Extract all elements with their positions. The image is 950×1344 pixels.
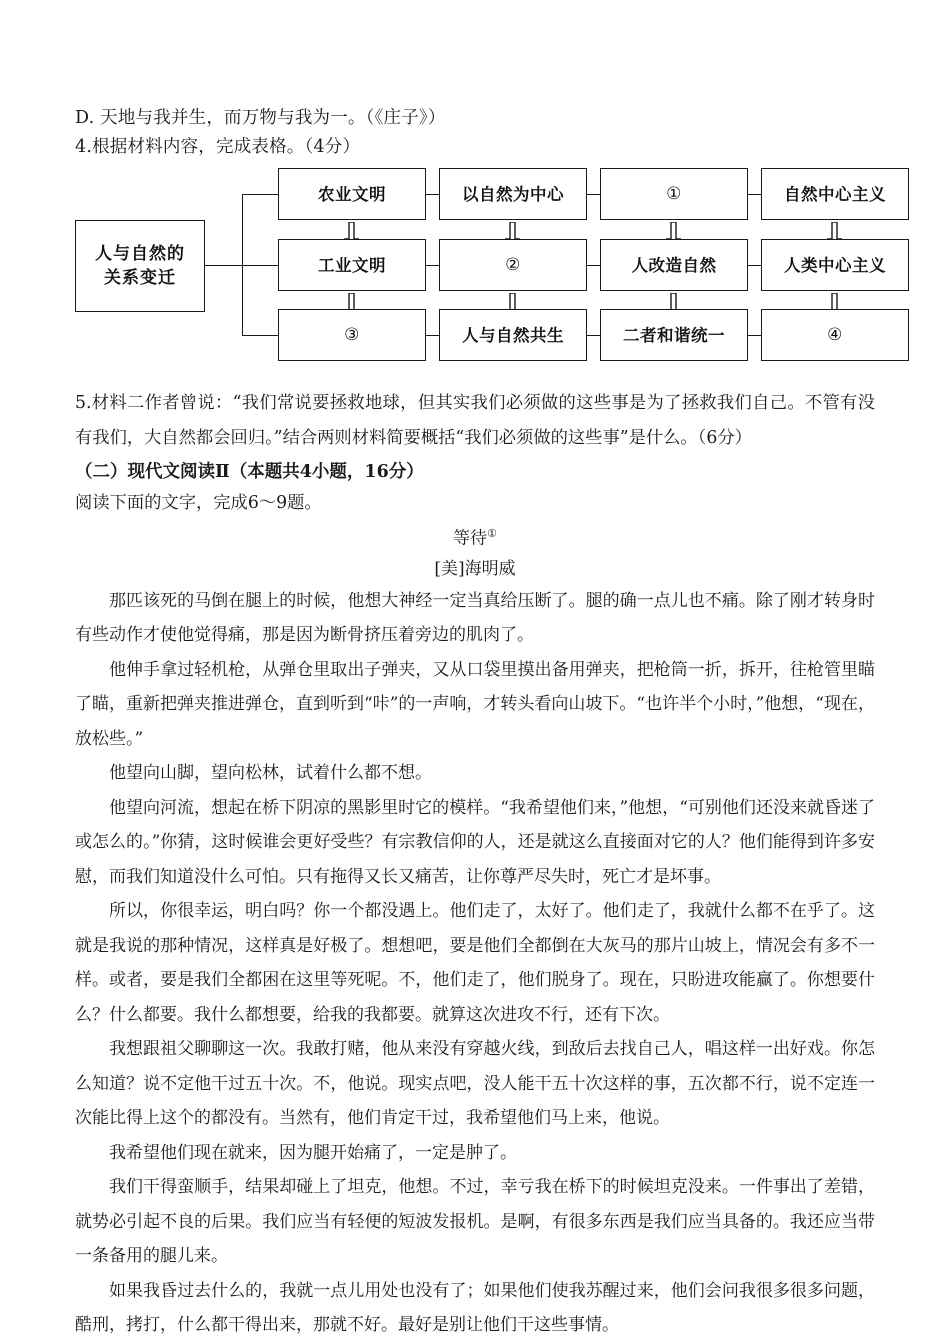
section-instruction: 阅读下面的文字，完成6～9题。: [75, 493, 322, 513]
connector-r3c1-c2: [426, 335, 439, 336]
passage-paragraph: 他望向河流，想起在桥下阴凉的黑影里时它的模样。“我希望他们来，”他想，“可别他们还没来就昏迷了或怎么的。”你猜，这时候谁会更好受些？有宗教信仰的人，还是就这么直接面对它的人？他们能得到许多安慰，而我们知道没什么可怕。只有拖得又长又痛苦，让你尊严尽失时，死亡才是坏事。: [75, 797, 875, 887]
question-4-prompt: 4.根据材料内容，完成表格。（4分）: [75, 137, 361, 157]
passage-paragraph: 我们干得蛮顺手，结果却碰上了坦克，他想。不过，幸亏我在桥下的时候坦克没来。一件事出了差错，就势必引起不良的后果。我们应当有轻便的短波发报机。是啊，有很多东西是我们应当具备的。我还应当带一条备用的腿儿来。: [75, 1177, 875, 1267]
branch-line-row1: [242, 194, 278, 195]
connector-r2c3-c4: [748, 265, 761, 266]
passage-author: [美]海明威: [434, 558, 516, 579]
section-heading: （二）现代文阅读Ⅱ（本题共4小题，16分）: [75, 462, 424, 482]
diagram-box-r2c1: 工业文明: [278, 239, 426, 291]
diagram-box-r1c2: 以自然为中心: [439, 168, 587, 220]
connector-r1c3-c4: [748, 194, 761, 195]
diagram-box-r3c1: ③: [278, 309, 426, 361]
diagram-box-r2c4: 人类中心主义: [761, 239, 909, 291]
passage-title: [75, 519, 875, 554]
connector-r3c2-c3: [587, 335, 600, 336]
connector-r3c3-c4: [748, 335, 761, 336]
passage-paragraph: 所以，你很幸运，明白吗？你一个都没遇上。他们走了，太好了。他们走了，我就什么都不在乎了。这就是我说的那种情况，这样真是好极了。想想吧，要是他们全都倒在大灰马的那片山坡上，情况会有多不一样。或者，要是我们全都困在这里等死呢。不，他们走了，他们脱身了。现在，只盼进攻能赢了。你想要什么？什么都要。我什么都想要，给我的我都要。就算这次进攻不行，还有下次。: [75, 901, 875, 1025]
diagram-root-line2: 关系变迁: [104, 268, 176, 288]
branch-line-row2: [242, 265, 278, 266]
page-content: [75, 104, 886, 1343]
footnote-marker: ①: [487, 527, 497, 540]
diagram-box-r3c4: ④: [761, 309, 909, 361]
diagram-root-box: [75, 220, 205, 312]
passage-title-text: 等待: [453, 528, 488, 549]
diagram-box-r3c3: 二者和谐统一: [600, 309, 748, 361]
branch-line-row3: [242, 335, 278, 336]
diagram-box-r2c2: ②: [439, 239, 587, 291]
passage-paragraph: 那匹该死的马倒在腿上的时候，他想大神经一定当真给压断了。腿的确一点儿也不痛。除了刚才转身时有些动作才使他觉得痛，那是因为断骨挤压着旁边的肌肉了。: [75, 590, 875, 646]
diagram-root-line1: 人与自然的: [95, 244, 185, 264]
connector-r2c2-c3: [587, 265, 600, 266]
connector-r1c1-c2: [426, 194, 439, 195]
passage-paragraph: 他望向山脚，望向松林，试着什么都不想。: [109, 763, 432, 784]
connector-r1c2-c3: [587, 194, 600, 195]
connector-r2c1-c2: [426, 265, 439, 266]
relationship-flow-diagram: [75, 168, 886, 364]
diagram-box-r3c2: 人与自然共生: [439, 309, 587, 361]
diagram-box-r2c3: 人改造自然: [600, 239, 748, 291]
passage-paragraph: 我想跟祖父聊聊这一次。我敢打赌，他从来没有穿越火线，到敌后去找自己人，唱这样一出好戏。你怎么知道？说不定他干过五十次。不，他说。现实点吧，没人能干五十次这样的事，五次都不行，说不定连一次能比得上这个的都没有。当然有，他们肯定干过，我希望他们马上来，他说。: [75, 1039, 875, 1129]
question-5-prompt: 5.材料二作者曾说：“我们常说要拯救地球，但其实我们必须做的这些事是为了拯救我们自己。不管有没有我们，大自然都会回归。”结合两则材料简要概括“我们必须做的这些事”是什么。（6分）: [75, 393, 875, 448]
diagram-box-r1c4: 自然中心主义: [761, 168, 909, 220]
question-option-d: D. 天地与我并生，而万物与我为一。（《庄子》）: [75, 108, 446, 128]
passage-paragraph: 如果我昏过去什么的，我就一点儿用处也没有了；如果他们使我苏醒过来，他们会问我很多很多问题，酷刑，拷打，什么都干得出来，那就不好。最好是别让他们干这些事情。: [75, 1280, 875, 1336]
root-stem-line: [205, 265, 243, 266]
diagram-box-r1c1: 农业文明: [278, 168, 426, 220]
passage-paragraph: 我希望他们现在就来，因为腿开始痛了，一定是肿了。: [109, 1142, 517, 1163]
diagram-box-r1c3: ①: [600, 168, 748, 220]
passage-paragraph: 他伸手拿过轻机枪，从弹仓里取出子弹夹，又从口袋里摸出备用弹夹，把枪筒一折，拆开，往枪管里瞄了瞄，重新把弹夹推进弹仓，直到听到“咔”的一声响，才转头看向山坡下。“也许半个小时，”他想，“现在，放松些。”: [75, 659, 875, 749]
